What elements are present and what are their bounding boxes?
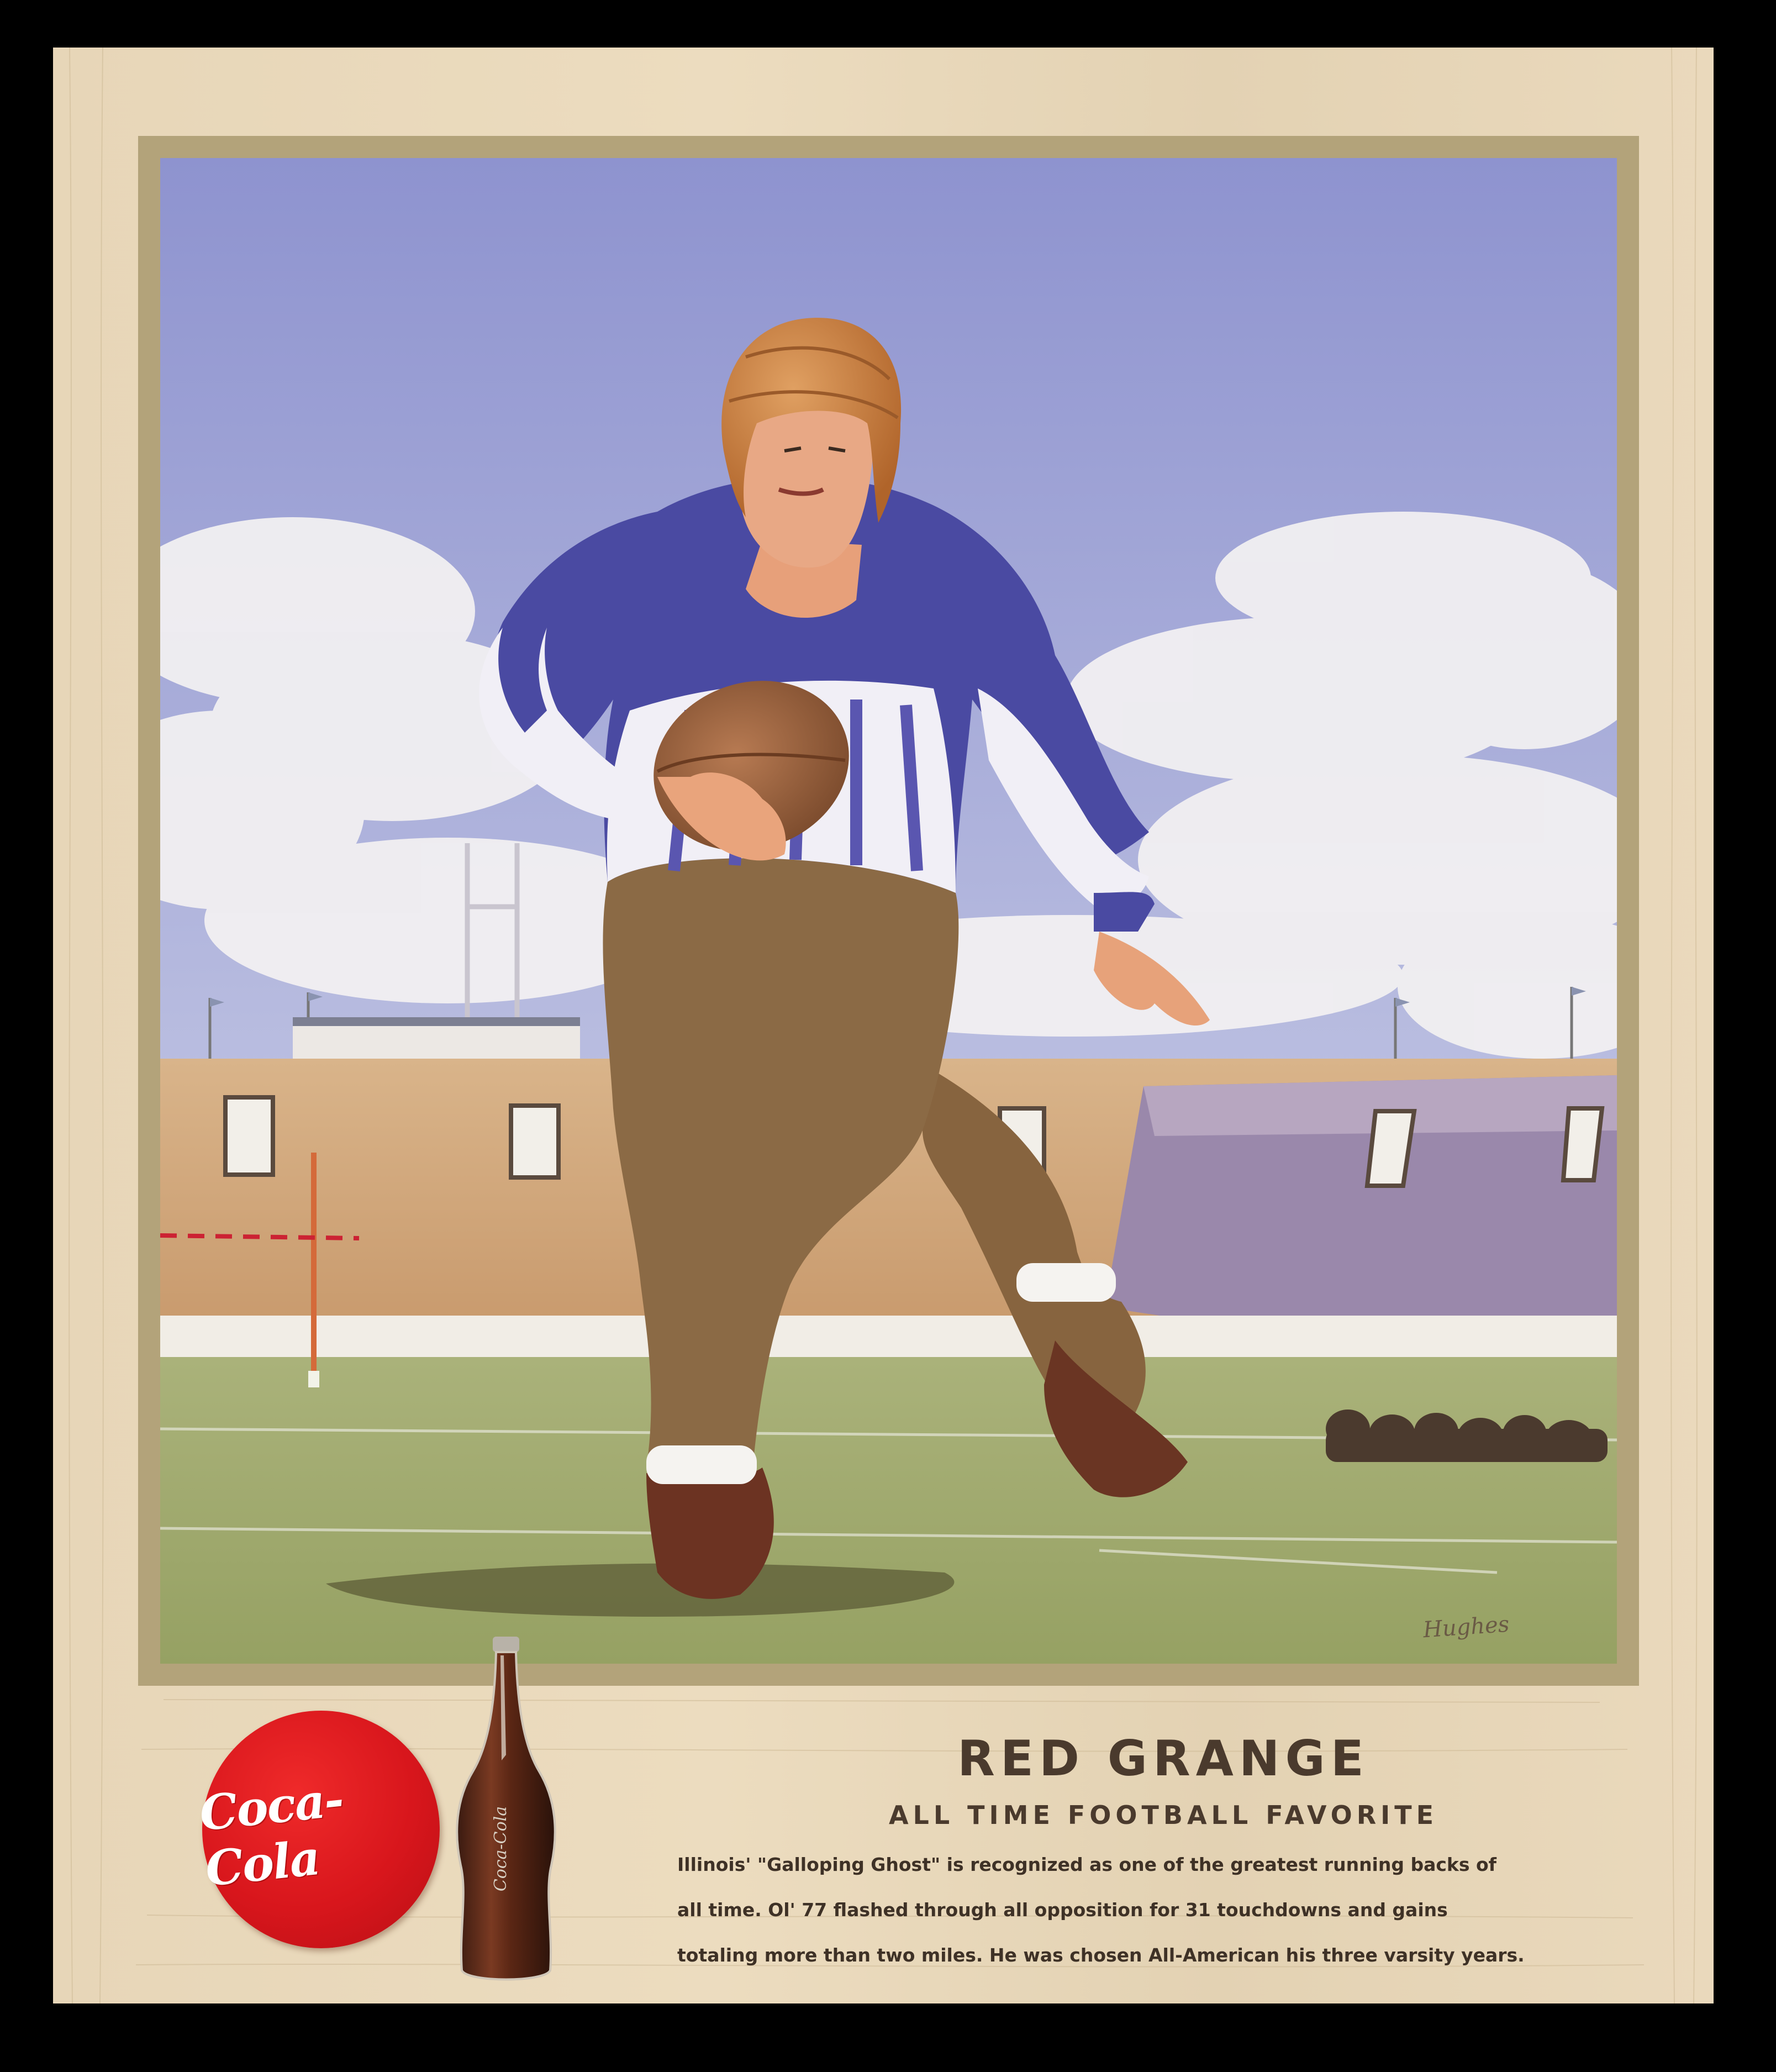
field [160,1357,1617,1664]
bottle-embossed-text: Coca-Cola [491,1806,510,1892]
description-line: all time. Ol' 77 flashed through all opposition for 31 touchdowns and gains [677,1899,1448,1921]
description-line: Illinois' "Galloping Ghost" is recognized as one of the greatest running backs of [677,1854,1497,1875]
football-painting [160,158,1617,1664]
field-wall [160,1316,1617,1360]
coca-cola-bottle [434,1633,578,1987]
poster-description [677,1842,1561,1978]
poster-subtitle: ALL TIME FOOTBALL FAVORITE [888,1800,1438,1830]
coca-cola-logo-text: Coca-Cola [197,1771,346,1897]
painting-scene [160,158,1617,1664]
description-line: totaling more than two miles. He was chosen All-American his three varsity years. [677,1944,1525,1966]
poster-title: RED GRANGE [957,1730,1369,1787]
artist-signature: Hughes [1422,1611,1510,1643]
poster [53,48,1714,2003]
coca-cola-logo-disc [197,1711,440,1948]
painting-frame [138,136,1639,1686]
